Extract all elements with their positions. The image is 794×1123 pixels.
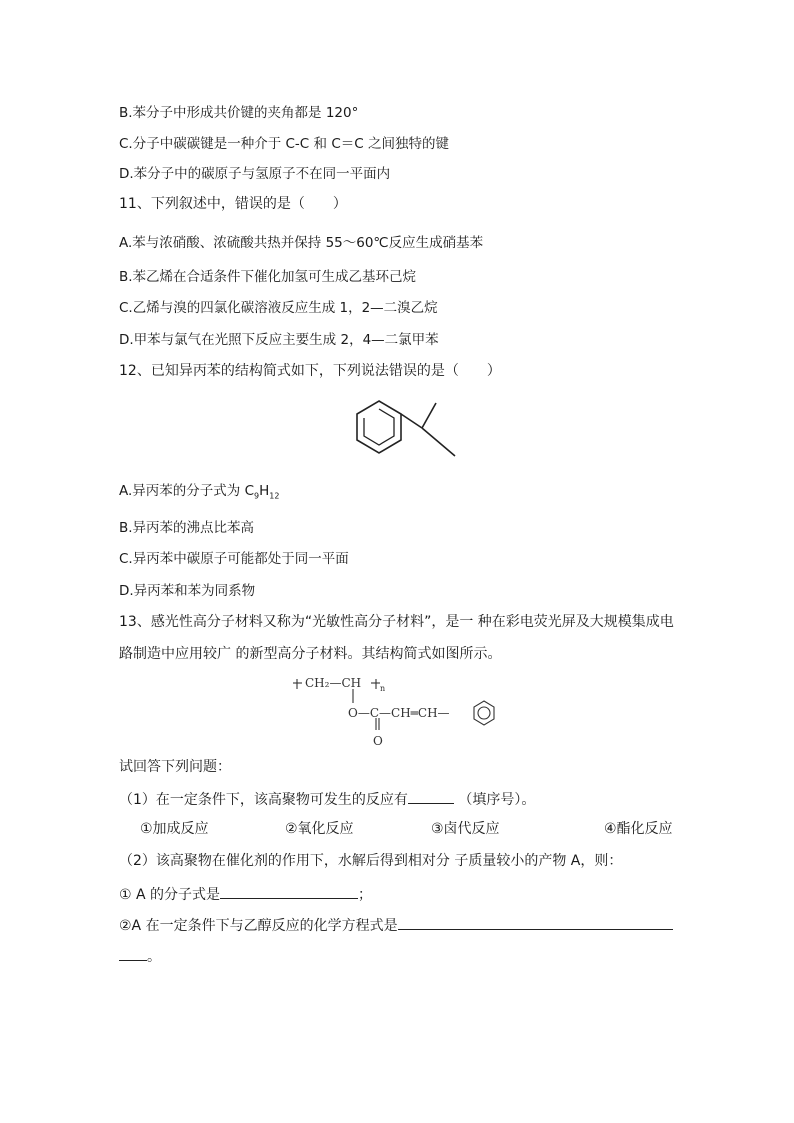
polymer-structure — [292, 671, 502, 751]
polymer-mid: O—C—CH═CH— — [348, 706, 450, 720]
q11-option-a: A.苯与浓硝酸、浓硫酸共热并保持 55～60℃反应生成硝基苯 — [119, 235, 484, 251]
q12-option-c: C.异丙苯中碳原子可能都处于同一平面 — [119, 551, 349, 567]
choice-halogenation: ③卤代反应 — [431, 821, 500, 837]
q12-option-b: B.异丙苯的沸点比苯高 — [119, 520, 255, 536]
q12-option-a — [119, 482, 279, 506]
q11-option-c: C.乙烯与溴的四氯化碳溶液反应生成 1，2—二溴乙烷 — [119, 300, 438, 316]
answer-blank-3[interactable] — [398, 915, 673, 930]
q12-a-sub1: 9 — [254, 491, 260, 501]
q10-option-d: D.苯分子中的碳原子与氢原子不在同一平面内 — [119, 166, 391, 182]
q13-sub1-text: （1）在一定条件下，该高聚物可发生的反应有 — [119, 792, 408, 808]
q11-stem: 11、下列叙述中，错误的是（ ） — [119, 196, 347, 212]
q13-sub2-2 — [119, 915, 673, 935]
polymer-top: CH₂—CH — [305, 676, 362, 690]
q11-option-b: B.苯乙烯在合适条件下催化加氢可生成乙基环己烷 — [119, 269, 417, 285]
q12-a-prefix: A.异丙苯的分子式为 C — [119, 483, 255, 499]
q13-stem-line2: 路制造中应用较广 的新型高分子材料。其结构简式如图所示。 — [119, 646, 502, 662]
q13-sub2-1-tail: ； — [358, 887, 373, 903]
answer-blank-2[interactable] — [220, 884, 358, 899]
polymer-n: n — [380, 684, 386, 693]
q12-option-d: D.异丙苯和苯为同系物 — [119, 583, 256, 599]
q13-sub2-2-cont — [119, 946, 161, 966]
answer-blank-1[interactable] — [408, 789, 454, 804]
polymer-bottom: O — [373, 734, 383, 748]
q12-stem: 12、已知异丙苯的结构简式如下，下列说法错误的是（ ） — [119, 363, 501, 379]
q10-option-b: B.苯分子中形成共价键的夹角都是 120° — [119, 105, 359, 121]
q13-sub1 — [119, 789, 535, 809]
answer-blank-3-cont[interactable] — [119, 946, 147, 961]
choice-addition: ①加成反应 — [140, 821, 209, 837]
q12-a-sub2: 12 — [269, 491, 280, 501]
choice-esterification: ④酯化反应 — [604, 821, 673, 837]
q13-sub2: （2）该高聚物在催化剂的作用下，水解后得到相对分 子质量较小的产物 A，则： — [119, 853, 623, 869]
q13-prompt: 试回答下列问题： — [119, 759, 231, 775]
q12-a-mid: H — [259, 483, 270, 499]
q11-option-d: D.甲苯与氯气在光照下反应主要生成 2，4—二氯甲苯 — [119, 332, 439, 348]
q13-end: 。 — [147, 949, 161, 965]
q13-sub1-tail: （填序号）。 — [458, 792, 536, 808]
q10-option-c: C.分子中碳碳键是一种介于 C-C 和 C＝C 之间独特的键 — [119, 136, 449, 152]
q13-stem-line1: 13、感光性高分子材料又称为“光敏性高分子材料”，是一 种在彩电荧光屏及大规模集成电 — [119, 614, 674, 630]
choice-oxidation: ②氧化反应 — [285, 821, 354, 837]
cumene-structure — [330, 392, 462, 464]
q13-sub2-2-text: ②A 在一定条件下与乙醇反应的化学方程式是 — [119, 918, 398, 934]
q13-sub2-1 — [119, 884, 372, 904]
q13-sub2-1-text: ① A 的分子式是 — [119, 887, 221, 903]
